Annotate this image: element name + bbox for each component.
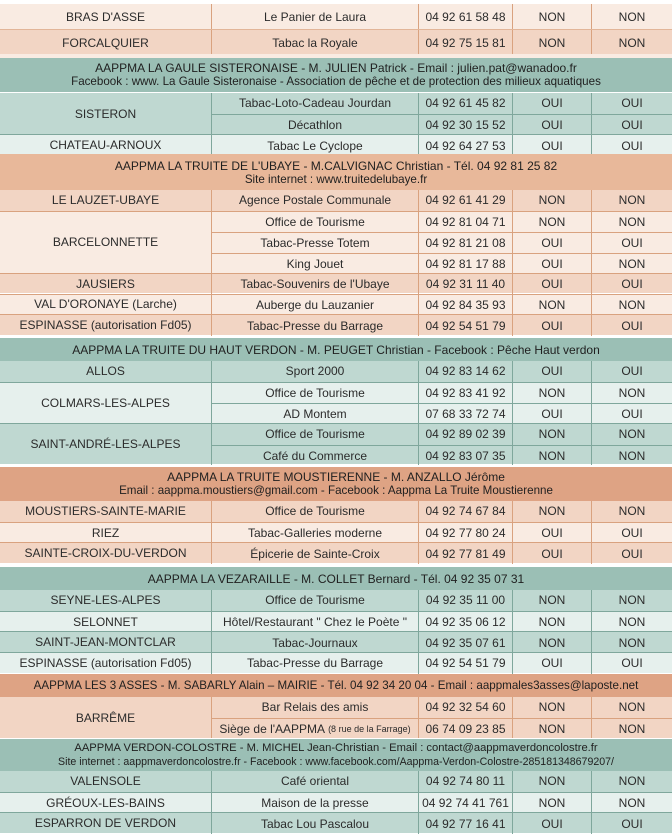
commune-group <box>0 792 672 813</box>
section-header <box>0 674 672 697</box>
phone-cell: 07 68 33 72 74 <box>418 403 512 424</box>
commune-group <box>0 652 672 673</box>
status-cell: NON <box>512 697 591 718</box>
depositaire-cell <box>211 424 418 445</box>
depositaire-cell <box>211 590 418 611</box>
phone-cell: 04 92 74 80 11 <box>418 771 512 792</box>
status-cell: OUI <box>512 403 591 424</box>
phone-cell: 04 92 74 41 761 <box>418 793 512 814</box>
commune-group <box>0 211 672 273</box>
section-title: AAPPMA LES 3 ASSES - M. SABARLY Alain – MAIRIE - Tél. 04 92 34 20 04 - Email : aappmales3asses@laposte.net <box>33 678 639 692</box>
status-cell: NON <box>591 383 672 404</box>
status-cell: NON <box>591 253 672 274</box>
commune-group <box>0 611 672 632</box>
phone-cell: 04 92 83 14 62 <box>418 361 512 382</box>
commune-group <box>0 631 672 652</box>
commune-cell: ESPINASSE (autorisation Fd05) <box>19 655 192 670</box>
table-row <box>0 190 672 211</box>
depositaire-name: Décathlon <box>287 117 343 132</box>
section-title: AAPPMA LA TRUITE DE L'UBAYE - M.CALVIGNAC Christian - Tél. 04 92 81 25 82 <box>114 159 558 173</box>
table-row <box>0 424 672 445</box>
status-cell: NON <box>591 212 672 233</box>
status-cell: NON <box>591 632 672 653</box>
table-row <box>0 212 672 233</box>
section-title: AAPPMA LA TRUITE MOUSTIERENNE - M. ANZALLO Jérôme <box>167 470 505 484</box>
status-cell: NON <box>591 4 672 29</box>
depositaire-name: Tabac-Galleries moderne <box>247 526 383 541</box>
depositaire-cell: Tabac la Royale <box>211 30 418 55</box>
depositaire-cell <box>211 793 418 814</box>
depositaire-name: King Jouet <box>286 256 344 271</box>
depositaire-cell <box>211 697 418 718</box>
commune-cell: CHATEAU-ARNOUX <box>49 138 162 153</box>
status-cell: OUI <box>591 523 672 544</box>
phone-cell: 04 92 77 80 24 <box>418 523 512 544</box>
table-row <box>0 114 672 135</box>
commune-cell: COLMARS-LES-ALPES <box>41 395 170 410</box>
commune-group <box>0 273 672 294</box>
table-row <box>0 632 672 653</box>
section-subtitle: Facebook : www. La Gaule Sisteronaise - Association de pêche et de protection des milieux aquatiques <box>71 75 601 88</box>
commune-group <box>0 361 672 382</box>
phone-cell: 04 92 30 15 52 <box>418 114 512 135</box>
commune-cell: BRAS D'ASSE <box>66 9 145 24</box>
depositaire-cell <box>211 315 418 336</box>
depositaire-name: Hôtel/Restaurant " Chez le Poète " <box>223 615 407 630</box>
phone-cell: 04 92 89 02 39 <box>418 424 512 445</box>
depositaire-name: Café du Commerce <box>262 448 368 463</box>
commune-group <box>0 423 672 464</box>
status-cell: NON <box>591 718 672 739</box>
status-cell: NON <box>591 424 672 445</box>
status-cell: NON <box>591 30 672 55</box>
table-row <box>0 135 672 156</box>
status-cell: OUI <box>512 523 591 544</box>
depositaire-cell: Le Panier de Laura <box>211 4 418 29</box>
commune-group <box>0 542 672 563</box>
status-cell: OUI <box>591 543 672 564</box>
phone-cell: 04 92 83 41 92 <box>418 383 512 404</box>
phone-cell: 04 92 35 06 12 <box>418 612 512 633</box>
phone-cell: 04 92 54 51 79 <box>418 653 512 674</box>
section-divider <box>0 54 672 58</box>
status-cell: NON <box>512 501 591 522</box>
table-row <box>0 403 672 424</box>
status-cell: OUI <box>512 361 591 382</box>
commune-group <box>0 590 672 611</box>
commune-group <box>0 382 672 423</box>
depositaire-name: Agence Postale Communale <box>238 193 392 208</box>
status-cell: OUI <box>512 543 591 564</box>
commune-group <box>0 522 672 543</box>
section-header <box>0 58 672 92</box>
status-cell: OUI <box>512 315 591 336</box>
commune-cell: SAINTE-CROIX-DU-VERDON <box>24 546 187 561</box>
depositaire-cell <box>211 612 418 633</box>
commune-cell: ESPARRON DE VERDON <box>34 816 177 831</box>
phone-cell: 04 92 54 51 79 <box>418 315 512 336</box>
depositaire-name: Tabac-Presse Totem <box>260 236 370 251</box>
commune-group <box>0 190 672 211</box>
table-row <box>0 295 672 316</box>
phone-cell: 04 92 77 81 49 <box>418 543 512 564</box>
depositaire-cell <box>211 93 418 114</box>
status-cell: NON <box>512 718 591 739</box>
table-row <box>0 93 672 114</box>
depositaire-name: Office de Tourisme <box>265 386 365 401</box>
commune-group <box>0 697 672 738</box>
section-header <box>0 739 672 771</box>
depositaire-cell <box>211 383 418 404</box>
status-cell: OUI <box>512 653 591 674</box>
phone-cell: 04 92 81 17 88 <box>418 253 512 274</box>
depositaire-cell <box>211 445 418 466</box>
phone-cell: 04 92 77 16 41 <box>418 813 512 834</box>
table-row <box>0 543 672 564</box>
status-cell: OUI <box>591 653 672 674</box>
commune-cell: SAINT-JEAN-MONTCLAR <box>35 635 176 650</box>
commune-cell: VALENSOLE <box>70 774 141 789</box>
phone-cell: 04 92 81 21 08 <box>418 232 512 253</box>
depositaire-name: Sport 2000 <box>285 364 345 379</box>
depositaire-cell <box>211 190 418 211</box>
table-row <box>0 697 672 718</box>
depositaire-name: Épicerie de Sainte-Croix <box>250 546 380 561</box>
commune-cell: ALLOS <box>86 364 125 379</box>
status-cell: OUI <box>591 232 672 253</box>
status-cell: OUI <box>512 135 591 156</box>
status-cell: NON <box>512 383 591 404</box>
table-row <box>0 590 672 611</box>
status-cell: NON <box>591 501 672 522</box>
section-header <box>0 338 672 361</box>
table-row <box>0 653 672 674</box>
commune-group <box>0 294 672 315</box>
commune-cell: SAINT-ANDRÉ-LES-ALPES <box>30 437 181 452</box>
depositaire-address-note: (8 rue de la Farrage) <box>328 723 411 734</box>
depositaire-cell <box>211 632 418 653</box>
commune-cell: RIEZ <box>91 525 120 540</box>
depositaire-name: Tabac-Souvenirs de l'Ubaye <box>240 277 390 292</box>
depositaire-cell <box>211 232 418 253</box>
depositaire-name: Tabac Lou Pascalou <box>260 816 370 831</box>
table-row <box>0 232 672 253</box>
phone-cell: 06 74 09 23 85 <box>418 718 512 739</box>
status-cell: NON <box>591 771 672 792</box>
depositaire-cell <box>211 135 418 156</box>
status-cell: NON <box>512 793 591 814</box>
status-cell: NON <box>512 30 591 55</box>
status-cell: OUI <box>591 361 672 382</box>
phone-cell: 04 92 74 67 84 <box>418 501 512 522</box>
status-cell: NON <box>512 771 591 792</box>
commune-cell: LE LAUZET-UBAYE <box>51 193 160 208</box>
depositaire-cell <box>211 653 418 674</box>
phone-cell: 04 92 31 11 40 <box>418 274 512 295</box>
status-cell: NON <box>591 295 672 316</box>
table-row <box>0 315 672 336</box>
status-cell: OUI <box>591 813 672 834</box>
status-cell: OUI <box>512 813 591 834</box>
status-cell: NON <box>512 212 591 233</box>
status-cell: NON <box>512 424 591 445</box>
depositaire-name: Tabac-Presse du Barrage <box>246 656 384 671</box>
section-header <box>0 156 672 190</box>
section-title: AAPPMA LA GAULE SISTERONAISE - M. JULIEN Patrick - Email : julien.pat@wanadoo.fr <box>95 61 577 75</box>
section-title: AAPPMA LA VEZARAILLE - M. COLLET Bernard - Tél. 04 92 35 07 31 <box>147 571 525 586</box>
table-row <box>0 813 672 834</box>
phone-cell: 04 92 35 11 00 <box>418 590 512 611</box>
commune-cell: BARCELONNETTE <box>52 235 159 250</box>
commune-group <box>0 771 672 792</box>
depositaire-cell <box>211 718 418 739</box>
phone-cell: 04 92 84 35 93 <box>418 295 512 316</box>
depositaire-name: Maison de la presse <box>261 796 369 811</box>
commune-cell: BARRÊME <box>75 710 136 725</box>
phone-cell: 04 92 64 27 53 <box>418 135 512 156</box>
commune-group <box>0 93 672 134</box>
commune-cell: FORCALQUIER <box>62 35 149 50</box>
section-subtitle: Site internet : aappmaverdoncolostre.fr - Facebook : www.facebook.com/Aappma-Verdon-Colostre-285181348679207/ <box>58 756 614 768</box>
depositaire-name: AD Montem <box>283 407 347 422</box>
table-row <box>0 501 672 522</box>
status-cell: OUI <box>512 253 591 274</box>
table-row <box>0 383 672 404</box>
depositaire-cell <box>211 253 418 274</box>
status-cell: OUI <box>512 114 591 135</box>
depositaire-cell <box>211 813 418 834</box>
status-cell: OUI <box>591 135 672 156</box>
status-cell: OUI <box>512 232 591 253</box>
depositaire-name: Office de Tourisme <box>265 427 365 442</box>
section-title: AAPPMA LA TRUITE DU HAUT VERDON - M. PEUGET Christian - Facebook : Pêche Haut verdon <box>72 342 600 357</box>
status-cell: NON <box>591 612 672 633</box>
phone-cell: 04 92 32 54 60 <box>418 697 512 718</box>
depositaire-cell <box>211 543 418 564</box>
phone-cell: 04 92 61 58 48 <box>418 4 512 29</box>
commune-cell: MOUSTIERS-SAINTE-MARIE <box>25 504 186 519</box>
phone-cell: 04 92 83 07 35 <box>418 445 512 466</box>
section-subtitle: Site internet : www.truitedelubaye.fr <box>244 173 428 186</box>
depositaire-name: Tabac-Journaux <box>272 635 358 650</box>
status-cell: NON <box>591 445 672 466</box>
status-cell: OUI <box>512 93 591 114</box>
commune-cell: SISTERON <box>74 106 137 121</box>
status-cell: NON <box>512 4 591 29</box>
status-cell: OUI <box>591 93 672 114</box>
status-cell: OUI <box>591 315 672 336</box>
commune-group <box>0 501 672 522</box>
section-header <box>0 567 672 590</box>
depositaire-cell <box>211 212 418 233</box>
depositaire-cell <box>211 403 418 424</box>
status-cell: NON <box>512 612 591 633</box>
phone-cell: 04 92 61 41 29 <box>418 190 512 211</box>
depositaire-cell <box>211 114 418 135</box>
commune-cell: SEYNE-LES-ALPES <box>50 593 161 608</box>
phone-cell: 04 92 81 04 71 <box>418 212 512 233</box>
section-title: AAPPMA VERDON-COLOSTRE - M. MICHEL Jean-Christian - Email : contact@aappmaverdoncolostre.fr <box>74 742 598 754</box>
status-cell: OUI <box>591 114 672 135</box>
commune-cell: GRÉOUX-LES-BAINS <box>46 795 165 810</box>
depositaire-name: Tabac-Loto-Cadeau Jourdan <box>238 96 392 111</box>
commune-cell: VAL D'ORONAYE (Larche) <box>34 297 177 312</box>
status-cell: NON <box>512 632 591 653</box>
depositaire-cell <box>211 771 418 792</box>
phone-cell: 04 92 35 07 61 <box>418 632 512 653</box>
status-cell: NON <box>512 590 591 611</box>
table-row <box>0 274 672 295</box>
commune-group <box>0 314 672 335</box>
table-row <box>0 4 672 29</box>
commune-cell: SELONNET <box>73 614 138 629</box>
commune-group <box>0 812 672 833</box>
depositaire-name: Auberge du Lauzanier <box>255 297 375 312</box>
table-row <box>0 361 672 382</box>
section-divider <box>0 154 672 156</box>
depositaire-cell <box>211 274 418 295</box>
depositaire-cell <box>211 295 418 316</box>
depositaire-name: Tabac Le Cyclope <box>267 138 363 153</box>
table-row <box>0 793 672 814</box>
phone-cell: 04 92 61 45 82 <box>418 93 512 114</box>
status-cell: NON <box>512 190 591 211</box>
status-cell: NON <box>512 445 591 466</box>
table-row <box>0 612 672 633</box>
commune-group <box>0 134 672 155</box>
depositaire-name: Office de Tourisme <box>265 504 365 519</box>
depositaire-name: Bar Relais des amis <box>261 700 369 715</box>
depositaire-name: Café oriental <box>280 774 350 789</box>
depositaire-cell <box>211 361 418 382</box>
status-cell: NON <box>591 793 672 814</box>
status-cell: OUI <box>512 274 591 295</box>
table-row <box>0 253 672 274</box>
phone-cell: 04 92 75 15 81 <box>418 30 512 55</box>
depositaire-name: Office de Tourisme <box>265 593 365 608</box>
section-header <box>0 467 672 501</box>
depositaire-name: Office de Tourisme <box>265 215 365 230</box>
depositaire-name: Tabac-Presse du Barrage <box>246 318 384 333</box>
table-row <box>0 523 672 544</box>
status-cell: NON <box>591 590 672 611</box>
status-cell: NON <box>591 697 672 718</box>
commune-cell: ESPINASSE (autorisation Fd05) <box>19 318 192 333</box>
section-subtitle: Email : aappma.moustiers@gmail.com - Facebook : Aappma La Truite Moustierenne <box>119 484 553 497</box>
status-cell: NON <box>512 295 591 316</box>
status-cell: OUI <box>591 274 672 295</box>
depositaire-cell <box>211 523 418 544</box>
table-row <box>0 445 672 466</box>
table-row <box>0 771 672 792</box>
depositaire-cell <box>211 501 418 522</box>
status-cell: NON <box>591 190 672 211</box>
table-row <box>0 718 672 739</box>
status-cell: OUI <box>591 403 672 424</box>
commune-cell: JAUSIERS <box>76 276 135 291</box>
depositaire-name: Siège de l'AAPPMA <box>219 721 326 736</box>
table-row <box>0 29 672 55</box>
